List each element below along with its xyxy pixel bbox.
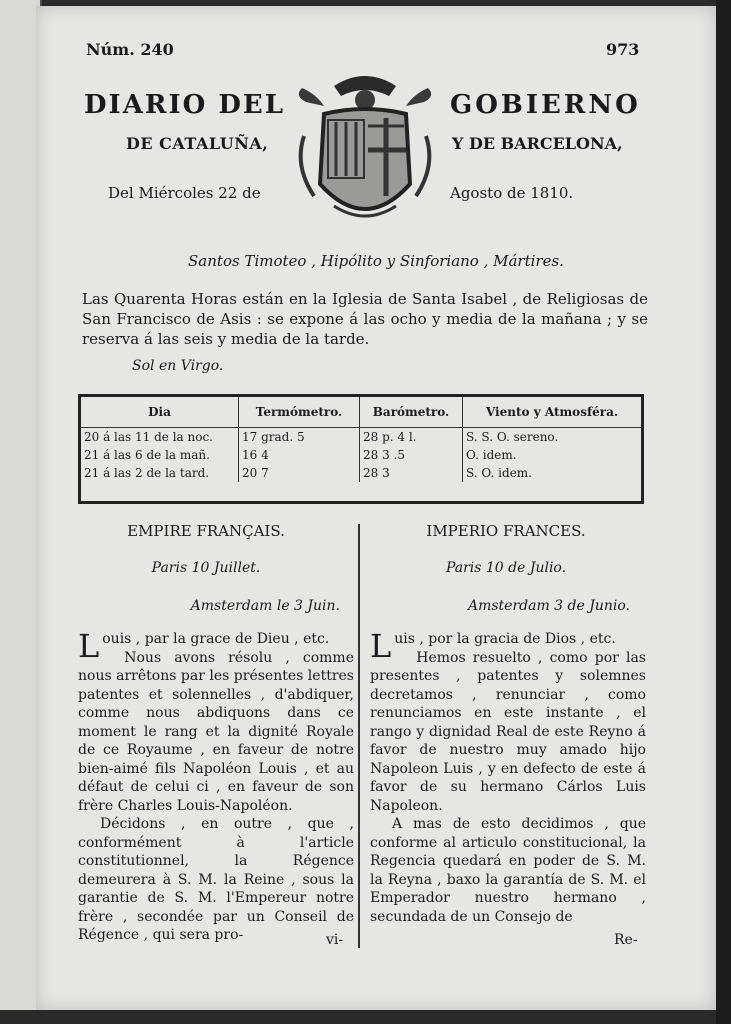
title-left: DIARIO DEL — [84, 90, 285, 120]
cell-termometro: 16 4 — [239, 446, 360, 464]
cell-dia: 21 á las 6 de la mañ. — [81, 446, 239, 464]
weather-table — [78, 394, 644, 504]
cell-viento: O. idem. — [466, 448, 517, 462]
cell-dia: 21 á las 2 de la tard. — [81, 464, 239, 482]
newspaper-page — [36, 6, 716, 1010]
right-p2: Hemos resuelto , como por las presentes , patentes y solemnes decretamos , renunciar , como renunciamos en este instante , el rango y dignidad Real de este Reyno á favor de nuestro muy amado hijo Napoleon Luis , y en defecto de este á favor de su hermano Cárlos Luis Napoleon. — [370, 649, 646, 814]
issue-number: Núm. 240 — [86, 40, 174, 59]
right-p3: A mas de esto decidimos , que conforme al articulo constitucional, la Regencia quedará en poder de S. M. la Reyna , baxo la garantía de S. M. el Emperador nuestro hermano , secundada de un Consejo de — [370, 816, 646, 925]
cell-barometro: 28 3 — [360, 464, 463, 482]
cell-barometro: 28 p. 4 l. — [360, 428, 463, 447]
right-p1: uis , por la gracia de Dios , etc. — [394, 631, 616, 647]
left-catchword: vi- — [326, 932, 344, 948]
table-row — [81, 464, 641, 482]
right-column-body — [370, 627, 646, 926]
saints-of-the-day: Santos Timoteo , Hipólito y Sinforiano , Mártires. — [188, 252, 564, 270]
cell-termometro: 20 7 — [239, 464, 360, 482]
right-column-subplace: Amsterdam 3 de Junio. — [467, 598, 630, 614]
cell-viento: S. O. idem. — [466, 466, 532, 480]
left-p1: ouis , par la grace de Dieu , etc. — [102, 631, 330, 647]
header-barometro: Barómetro. — [360, 397, 463, 428]
table-row — [81, 428, 641, 447]
table-row — [81, 446, 641, 464]
drop-cap: L — [370, 627, 392, 665]
cell-termometro: 17 grad. 5 — [239, 428, 360, 447]
left-column-heading: EMPIRE FRANÇAIS. — [127, 522, 285, 540]
right-column-heading: IMPERIO FRANCES. — [426, 522, 586, 540]
date-left: Del Miércoles 22 de — [108, 184, 261, 202]
right-catchword: Re- — [614, 932, 638, 948]
header-viento: Viento y Atmosféra. — [463, 397, 642, 428]
drop-cap: L — [78, 627, 100, 665]
left-column-subplace: Amsterdam le 3 Juin. — [190, 598, 340, 614]
date-right: Agosto de 1810. — [450, 184, 574, 202]
sun-sign: Sol en Virgo. — [132, 358, 224, 374]
cell-viento: S. S. O. sereno. — [466, 430, 559, 444]
cell-dia: 20 á las 11 de la noc. — [81, 428, 239, 447]
forty-hours-notice: Las Quarenta Horas están en la Iglesia de Santa Isabel , de Religiosas de San Francisco de Asis : se expone á las ocho y media de la mañana ; y se reserva á las seis y media de la tarde. — [82, 290, 648, 348]
next-page-edge — [716, 0, 731, 1024]
header-dia: Dia — [81, 397, 239, 428]
left-p3: Décidons , en outre , que , conformément à l'article constitutionnel, la Régence demeurera à S. M. la Reine , sous la garantie de S. M. l'Empereur notre frère , secondée par un Conseil de Régence , qui sera pro- — [78, 816, 354, 943]
left-p2: Nous avons résolu , comme nous arrêtons par les présentes lettres patentes et solennelles , d'abdiquer, comme nous abdiquons dans ce moment le rang et la dignité Royale de ce Royaume , en faveur de notre bien-aimé fils Napoléon Louis , et au défaut de celui ci , en faveur de son frère Charles Louis-Napoléon. — [78, 649, 354, 814]
weather-header-row — [81, 397, 641, 428]
coat-of-arms-icon — [294, 66, 436, 228]
cell-barometro: 28 3 .5 — [360, 446, 463, 464]
column-divider — [358, 524, 360, 948]
left-column-body — [78, 627, 354, 945]
left-column-place: Paris 10 Juillet. — [151, 560, 261, 576]
subtitle-left: DE CATALUÑA, — [126, 134, 269, 153]
right-column-place: Paris 10 de Julio. — [445, 560, 567, 576]
title-right: GOBIERNO — [450, 90, 641, 120]
page-number: 973 — [606, 40, 640, 59]
subtitle-right: Y DE BARCELONA, — [452, 134, 623, 153]
header-termometro: Termómetro. — [239, 397, 360, 428]
